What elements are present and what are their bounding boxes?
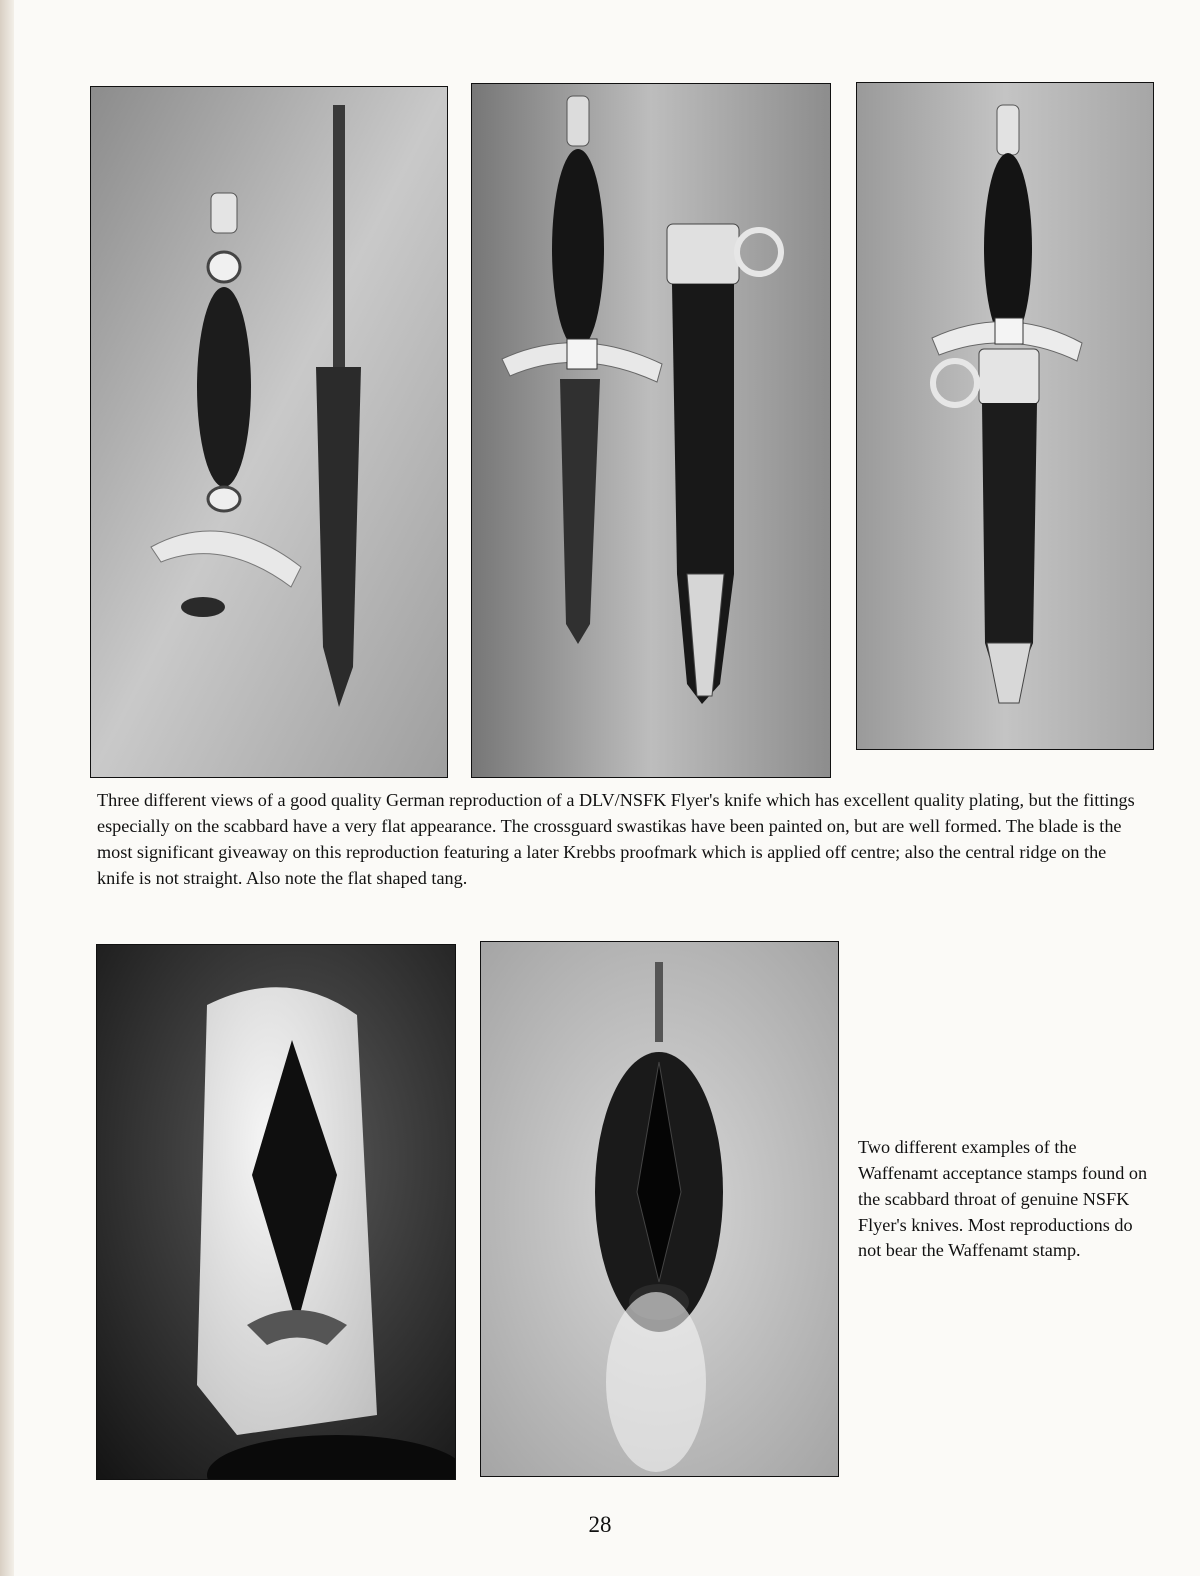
photo-waffenamt-stamp-dark — [480, 941, 839, 1477]
photo-waffenamt-stamp-light — [96, 944, 456, 1480]
photo-knife-and-scabbard — [471, 83, 831, 778]
caption-waffenamt-stamps: Two different examples of the Waffenamt acceptance stamps found on the scabbard throat of genuine NSFK Flyer's knives. Most reproductions do not bear the Waffenamt stamp. — [858, 1137, 1148, 1261]
photo-knife-in-scabbard — [856, 82, 1154, 750]
page-number: 28 — [588, 1512, 612, 1537]
page-spine-shadow — [0, 0, 14, 1576]
photo-disassembled-knife — [90, 86, 448, 778]
caption-reproduction-knife: Three different views of a good quality German reproduction of a DLV/NSFK Flyer's knife which has excellent quality plating, but the fittings especially on the scabbard have a very flat appearance. The crossguard swastikas have been painted on, but are well formed. The blade is the most significant giveaway on this reproduction featuring a later Krebbs proofmark which is applied off centre; also the central ridge on the knife is not straight. Also note the flat shaped tang. — [97, 790, 1135, 888]
